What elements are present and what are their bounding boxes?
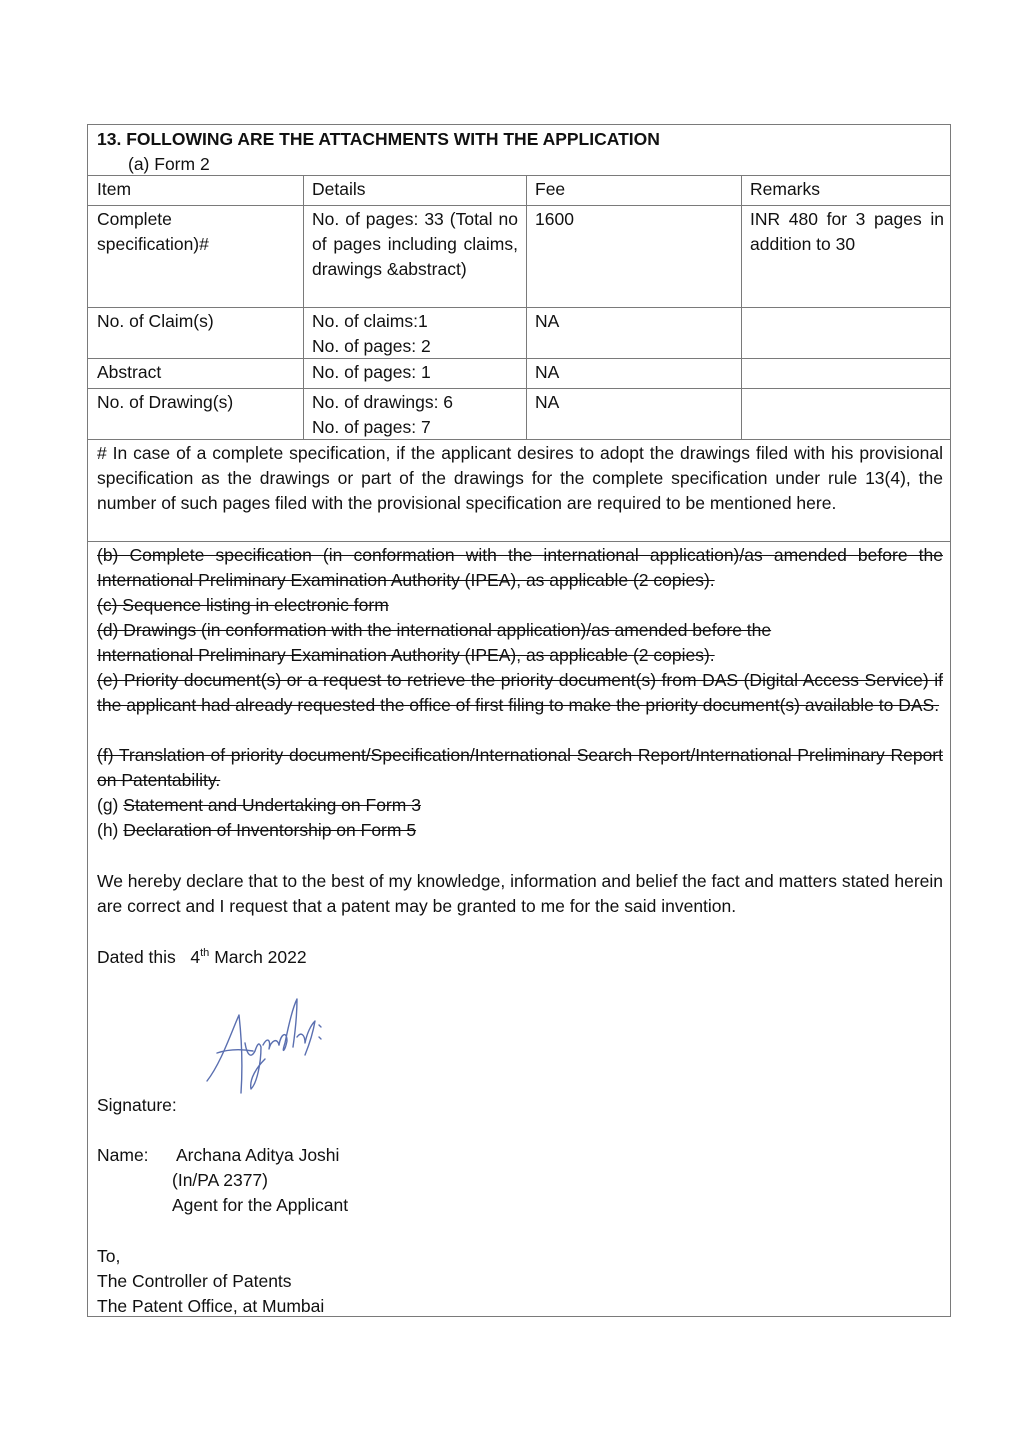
table-row-item: No. of Claim(s) — [97, 311, 214, 331]
item-g-text: Statement and Undertaking on Form 3 — [123, 795, 421, 815]
dated-prefix: Dated this — [97, 947, 176, 967]
table-header-details: Details — [312, 179, 366, 199]
table-row-fee: NA — [535, 311, 560, 331]
item-h-text: Declaration of Inventorship on Form 5 — [123, 820, 417, 840]
table-row-item: Abstract — [97, 362, 162, 382]
dated-rest: March 2022 — [214, 947, 307, 967]
table-row-details: No. of pages: 7 — [312, 417, 431, 437]
declaration-paragraph: We hereby declare that to the best of my knowledge, information and belief the fact and matters stated herein are correct and I request that a patent may be granted to me for the said invention. — [97, 871, 943, 916]
name-label: Name: — [97, 1145, 149, 1165]
dated-line — [97, 945, 943, 970]
table-header-item: Item — [97, 179, 132, 199]
struck-item-b: (b) Complete specification (in conformation with the international application)/as amended before the International Preliminary Examination Authority (IPEA), as applicable (2 copies). — [97, 545, 943, 590]
section-heading: 13. FOLLOWING ARE THE ATTACHMENTS WITH THE APPLICATION — [97, 129, 660, 149]
divider — [88, 175, 950, 176]
address-line-1: The Controller of Patents — [97, 1271, 292, 1291]
item-h-label: (h) — [97, 820, 119, 840]
table-row-remarks: INR 480 for 3 pages in addition to 30 — [750, 209, 944, 254]
table-row-details: No. of claims:1 — [312, 311, 428, 331]
table-row-details: No. of drawings: 6 — [312, 392, 454, 412]
form-frame — [87, 124, 951, 1317]
divider — [88, 439, 950, 440]
struck-item-g — [97, 793, 943, 818]
handwritten-signature — [201, 993, 331, 1103]
item-g-label: (g) — [97, 795, 119, 815]
table-row-fee: NA — [535, 392, 560, 412]
address-to: To, — [97, 1246, 121, 1266]
table-header-fee: Fee — [535, 179, 566, 199]
divider — [88, 388, 950, 389]
struck-item-f: (f) Translation of priority document/Specification/International Search Report/International Preliminary Report on Patentability. — [97, 745, 943, 790]
note-paragraph: # In case of a complete specification, if the applicant desires to adopt the drawings filed with his provisional specification as the drawings or part of the drawings for the complete specification under rule 13(4), the number of such pages filed with the provisional specification are required to be mentioned here. — [97, 443, 943, 513]
table-row-item: No. of Drawing(s) — [97, 392, 234, 412]
divider — [88, 205, 950, 206]
address-line-2: The Patent Office, at Mumbai — [97, 1296, 325, 1316]
struck-item-e: (e) Priority document(s) or a request to retrieve the priority document(s) from DAS (Digital Access Service) if the applicant had already requested the office of first filing to make the priority document(s) available to DAS. — [97, 670, 943, 715]
divider — [88, 358, 950, 359]
struck-item-c: (c) Sequence listing in electronic form — [97, 595, 389, 615]
table-row-details: No. of pages: 2 — [312, 336, 431, 356]
struck-item-h — [97, 818, 943, 843]
name-value: Archana Aditya Joshi — [176, 1145, 340, 1165]
divider — [88, 307, 950, 308]
registration-number: (In/PA 2377) — [172, 1170, 268, 1190]
table-row-fee: NA — [535, 362, 560, 382]
table-row-details: No. of pages: 1 — [312, 362, 431, 382]
signature-label: Signature: — [97, 1095, 177, 1115]
table-row-item: Complete specification)# — [97, 209, 209, 254]
dated-suffix: th — [200, 947, 210, 959]
dated-day: 4 — [190, 947, 201, 967]
table-row-details: No. of pages: 33 (Total no of pages including claims, drawings &abstract) — [312, 209, 518, 279]
section-subheading: (a) Form 2 — [128, 154, 210, 174]
struck-item-d: (d) Drawings (in conformation with the international application)/as amended before the International Preliminary Examination Authority (IPEA), as applicable (2 copies). — [97, 620, 772, 665]
table-row-fee: 1600 — [535, 209, 574, 229]
divider — [88, 541, 950, 542]
agent-role: Agent for the Applicant — [172, 1195, 349, 1215]
table-header-remarks: Remarks — [750, 179, 821, 199]
